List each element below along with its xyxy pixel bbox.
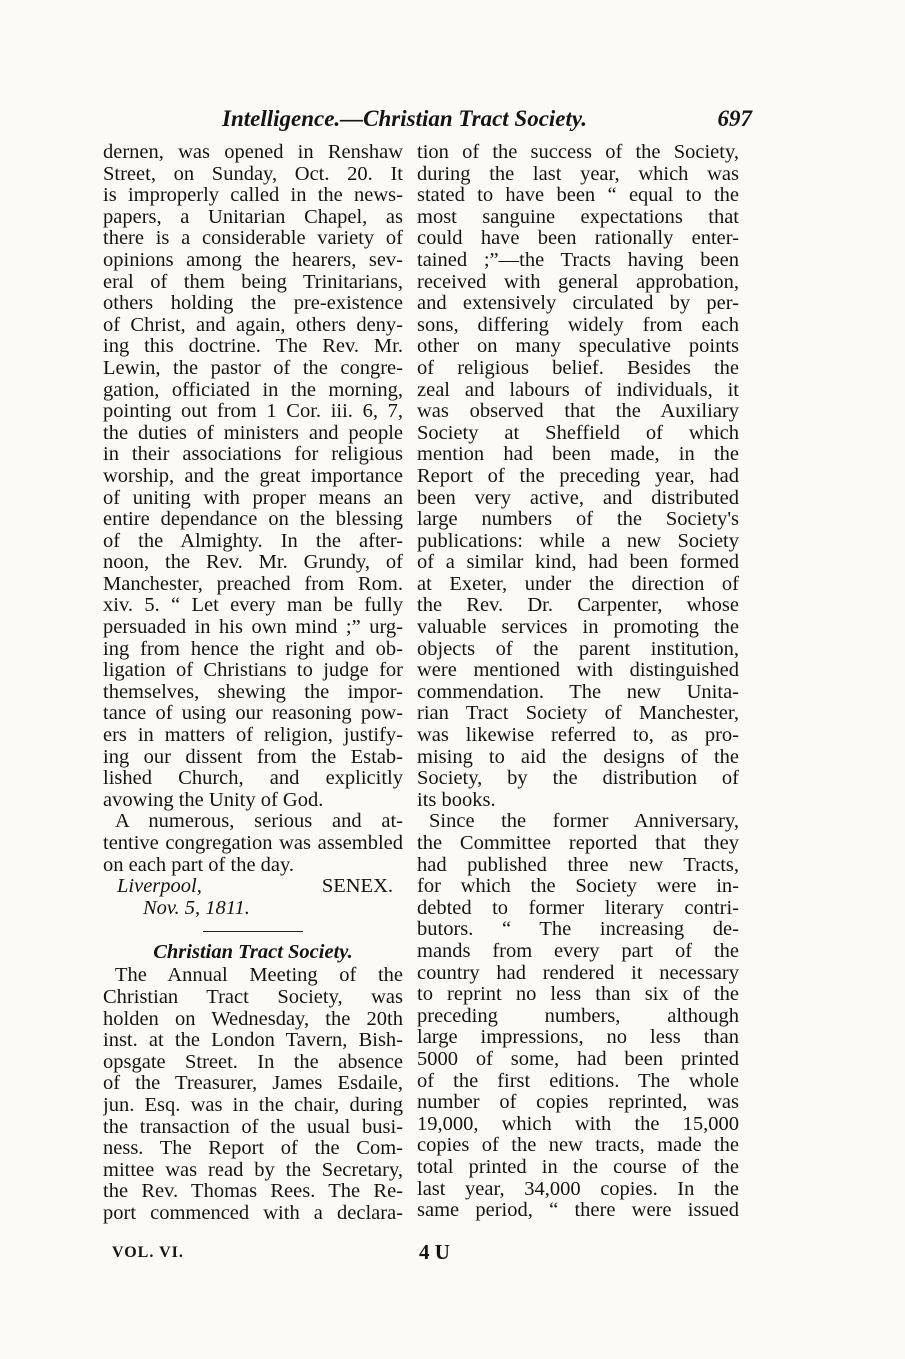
text-line: of the Almighty. In the after- xyxy=(103,530,403,552)
text-line: of religious belief. Besides the xyxy=(417,357,739,379)
text-line: tion of the success of the Society, xyxy=(417,142,739,163)
text-line: pointing out from 1 Cor. iii. 6, 7, xyxy=(103,401,403,423)
text-line: of uniting with proper means an xyxy=(103,487,403,509)
text-line: eral of them being Trinitarians, xyxy=(103,271,403,293)
text-line: there is a considerable variety of xyxy=(103,228,403,250)
text-line: were mentioned with distinguished xyxy=(417,660,739,682)
text-line: inst. at the London Tavern, Bish- xyxy=(103,1030,403,1052)
right-paragraph-2 xyxy=(417,811,739,1221)
text-line: most sanguine expectations that xyxy=(417,206,739,228)
text-line: publications: while a new Society xyxy=(417,530,739,552)
text-line: persuaded in his own mind ;” urg- xyxy=(103,617,403,639)
text-line: been very active, and distributed xyxy=(417,487,739,509)
left-paragraph-1 xyxy=(103,142,403,811)
text-line: lished Church, and explicitly xyxy=(103,768,403,790)
text-line: mising to aid the designs of the xyxy=(417,746,739,768)
signature-place: Liverpool, xyxy=(117,875,202,898)
text-line: A numerous, serious and at- xyxy=(115,811,403,833)
text-line: Society, by the distribution of xyxy=(417,768,739,790)
text-line: same period, “ there were issued xyxy=(417,1200,739,1222)
text-line: opinions among the hearers, sev- xyxy=(103,249,403,271)
text-line: had published three new Tracts, xyxy=(417,854,739,876)
text-line: of the Treasurer, James Esdaile, xyxy=(103,1073,403,1095)
text-line: number of copies reprinted, was xyxy=(417,1092,739,1114)
text-line: valuable services in promoting the xyxy=(417,617,739,639)
text-line: tentive congregation was assembled xyxy=(103,833,403,854)
text-line: The Annual Meeting of the xyxy=(115,965,403,987)
text-line: country had rendered it necessary xyxy=(417,962,739,984)
volume-label: VOL. VI. xyxy=(112,1244,184,1261)
right-column xyxy=(417,142,739,1222)
section-divider xyxy=(203,931,303,932)
text-line: was likewise referred to, as pro- xyxy=(417,725,739,747)
text-line: debted to former literary contri- xyxy=(417,897,739,919)
text-line: the Rev. Thomas Rees. The Re- xyxy=(103,1181,403,1203)
signature-name: SENEX. xyxy=(321,875,393,898)
text-line: and extensively circulated by per- xyxy=(417,293,739,315)
text-line: the transaction of the usual busi- xyxy=(103,1116,403,1138)
text-line: opsgate Street. In the absence xyxy=(103,1051,403,1073)
text-line: ing from hence the right and ob- xyxy=(103,638,403,660)
text-line: could have been rationally enter- xyxy=(417,228,739,250)
text-line: mention had been made, in the xyxy=(417,444,739,466)
left-column xyxy=(103,142,403,1225)
text-line: was observed that the Auxiliary xyxy=(417,401,739,423)
text-line: stated to have been “ equal to the xyxy=(417,185,739,207)
text-line: 19,000, which with the 15,000 xyxy=(417,1113,739,1135)
printer-signature-mark: 4 U xyxy=(419,1240,450,1264)
text-line: received with general approbation, xyxy=(417,271,739,293)
text-line: ness. The Report of the Com- xyxy=(103,1138,403,1160)
text-line: Society at Sheffield of which xyxy=(417,422,739,444)
text-line: mands from every part of the xyxy=(417,940,739,962)
text-line: entire dependance on the blessing xyxy=(103,509,403,531)
text-line: xiv. 5. “ Let every man be fully xyxy=(103,595,403,617)
text-line: the Rev. Dr. Carpenter, whose xyxy=(417,595,739,617)
text-line: jun. Esq. was in the chair, during xyxy=(103,1094,403,1116)
text-line: Street, on Sunday, Oct. 20. It xyxy=(103,163,403,185)
text-line: commendation. The new Unita- xyxy=(417,681,739,703)
text-line: Christian Tract Society, was xyxy=(103,986,403,1008)
text-line: Lewin, the pastor of the congre- xyxy=(103,357,403,379)
text-line: the Committee reported that they xyxy=(417,833,739,854)
text-line: other on many speculative points xyxy=(417,336,739,358)
text-line: rian Tract Society of Manchester, xyxy=(417,703,739,725)
text-line: Since the former Anniversary, xyxy=(429,811,739,833)
text-line: its books. xyxy=(417,789,496,811)
text-line: ligation of Christians to judge for xyxy=(103,660,403,682)
text-line: tained ;”—the Tracts having been xyxy=(417,249,739,271)
text-line: gation, officiated in the morning, xyxy=(103,379,403,401)
text-line: tance of using our reasoning pow- xyxy=(103,703,403,725)
text-line: ing this doctrine. The Rev. Mr. xyxy=(103,336,403,358)
text-line: 5000 of some, had been printed xyxy=(417,1048,739,1070)
text-line: last year, 34,000 copies. In the xyxy=(417,1178,739,1200)
text-line: themselves, shewing the impor- xyxy=(103,681,403,703)
signature-date: Nov. 5, 1811. xyxy=(143,896,250,919)
text-line: papers, a Unitarian Chapel, as xyxy=(103,206,403,228)
right-paragraph-1 xyxy=(417,142,739,811)
page-number: 697 xyxy=(717,106,752,131)
text-line: at Exeter, under the direction of xyxy=(417,573,739,595)
section-title: Christian Tract Society. xyxy=(153,941,353,964)
text-line: is improperly called in the news- xyxy=(103,185,403,207)
text-line: preceding numbers, although xyxy=(417,1005,739,1027)
text-line: sons, differing widely from each xyxy=(417,314,739,336)
text-line: noon, the Rev. Mr. Grundy, of xyxy=(103,552,403,574)
left-paragraph-2 xyxy=(103,811,403,876)
text-line: during the last year, which was xyxy=(417,163,739,185)
text-line: mittee was read by the Secretary, xyxy=(103,1159,403,1181)
text-line: avowing the Unity of God. xyxy=(103,789,324,811)
text-line: total printed in the course of the xyxy=(417,1156,739,1178)
running-head xyxy=(102,106,752,138)
text-line: ing our dissent from the Estab- xyxy=(103,746,403,768)
running-title: Intelligence.—Christian Tract Society. xyxy=(222,106,588,131)
text-line: dernen, was opened in Renshaw xyxy=(103,142,403,163)
text-line: in their associations for religious xyxy=(103,444,403,466)
text-line: for which the Society were in- xyxy=(417,876,739,898)
text-line: Manchester, preached from Rom. xyxy=(103,573,403,595)
text-line: zeal and labours of individuals, it xyxy=(417,379,739,401)
letter-signature xyxy=(103,876,403,898)
text-line: copies of the new tracts, made the xyxy=(417,1135,739,1157)
text-line: large numbers of the Society's xyxy=(417,509,739,531)
text-line: worship, and the great importance xyxy=(103,465,403,487)
text-line: of a similar kind, had been formed xyxy=(417,552,739,574)
text-line: the duties of ministers and people xyxy=(103,422,403,444)
text-line: port commenced with a declara- xyxy=(103,1202,403,1224)
text-line: others holding the pre-existence xyxy=(103,293,403,315)
text-line: holden on Wednesday, the 20th xyxy=(103,1008,403,1030)
left-paragraph-3 xyxy=(103,965,403,1224)
text-line: large impressions, no less than xyxy=(417,1027,739,1049)
text-line: Report of the preceding year, had xyxy=(417,465,739,487)
text-line: of Christ, and again, others deny- xyxy=(103,314,403,336)
text-line: butors. “ The increasing de- xyxy=(417,919,739,941)
text-line: of the first editions. The whole xyxy=(417,1070,739,1092)
text-line: ers in matters of religion, justify- xyxy=(103,725,403,747)
text-line: to reprint no less than six of the xyxy=(417,984,739,1006)
text-line: objects of the parent institution, xyxy=(417,638,739,660)
text-line: on each part of the day. xyxy=(103,854,295,876)
